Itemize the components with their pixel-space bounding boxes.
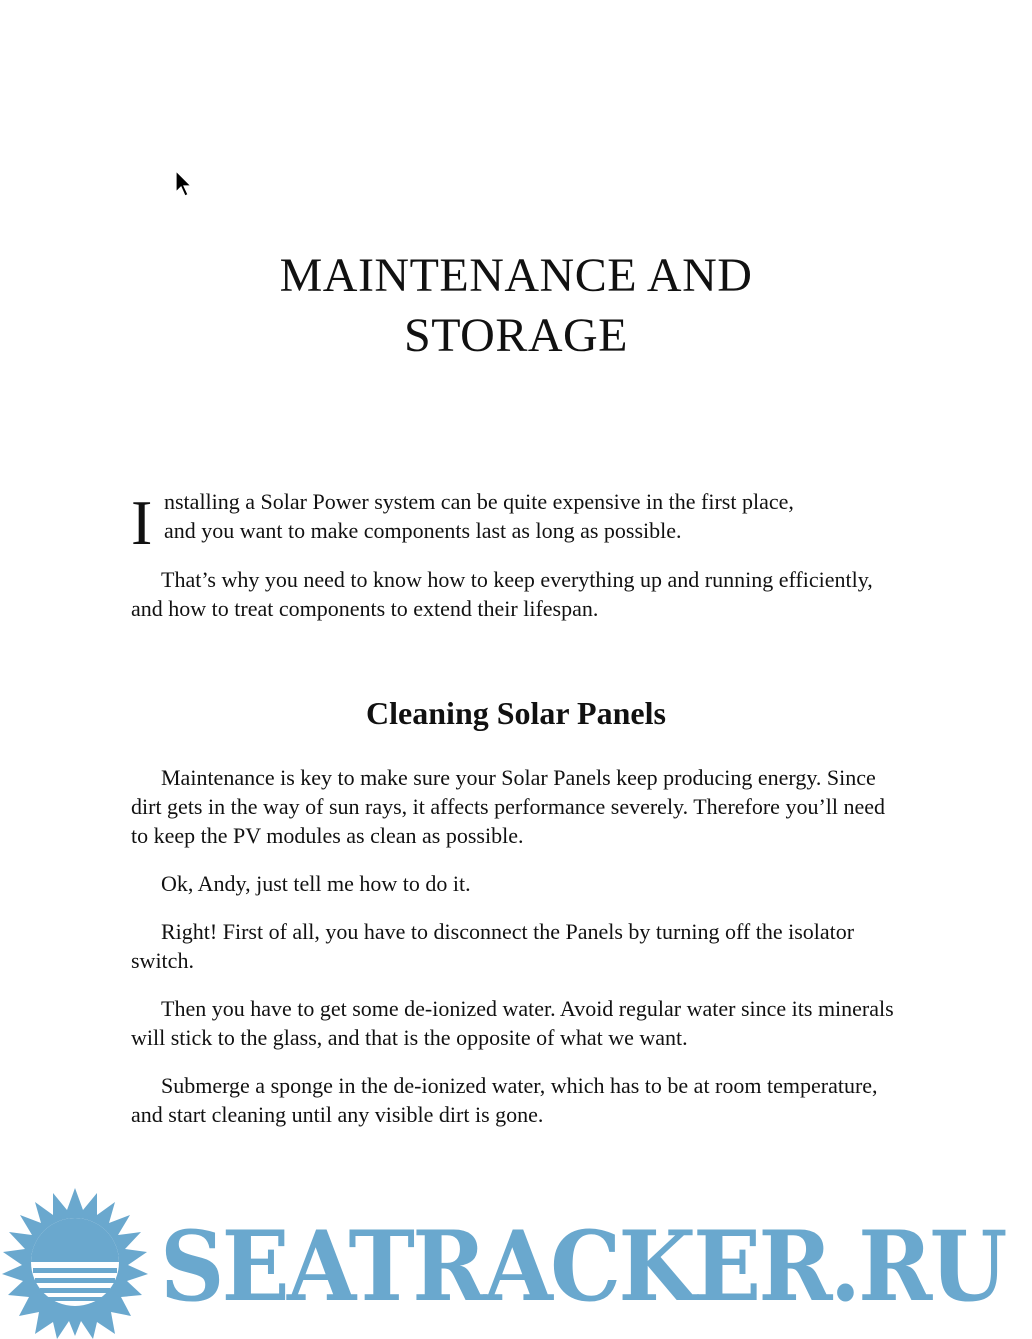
body-paragraph: Ok, Andy, just tell me how to do it.	[161, 871, 471, 896]
chapter-title-line-2: STORAGE	[404, 309, 628, 362]
section-heading: Cleaning Solar Panels	[366, 695, 666, 731]
drop-cap: I	[131, 487, 153, 558]
intro-line-2: and you want to make components last as long as possible.	[164, 518, 682, 543]
chapter-title	[0, 246, 1032, 366]
intro-line-1: nstalling a Solar Power system can be quite expensive in the first place,	[164, 489, 794, 514]
sun-over-sea-logo-icon	[2, 1188, 148, 1339]
body-paragraph: That’s why you need to know how to keep everything up and running efficiently, and how to treat components to extend their lifespan.	[131, 567, 873, 621]
body-paragraph: Maintenance is key to make sure your Solar Panels keep producing energy. Since dirt gets in the way of sun rays, it affects performance severely. Therefore you’ll need to keep the PV modules as clean as possible.	[131, 765, 886, 848]
page-body	[131, 487, 901, 1148]
body-paragraph: Submerge a sponge in the de-ionized water, which has to be at room temperature, and start cleaning until any visible dirt is gone.	[131, 1073, 878, 1127]
chapter-title-line-1: MAINTENANCE AND	[279, 249, 753, 302]
body-paragraph: Right! First of all, you have to disconnect the Panels by turning off the isolator switch.	[131, 919, 855, 973]
intro-paragraph	[131, 487, 901, 558]
mouse-pointer-icon	[174, 170, 194, 198]
body-paragraph: Then you have to get some de-ionized water. Avoid regular water since its minerals will stick to the glass, and that is the opposite of what we want.	[131, 996, 894, 1050]
watermark-text: SEATRACKER.RU	[160, 1210, 1005, 1323]
